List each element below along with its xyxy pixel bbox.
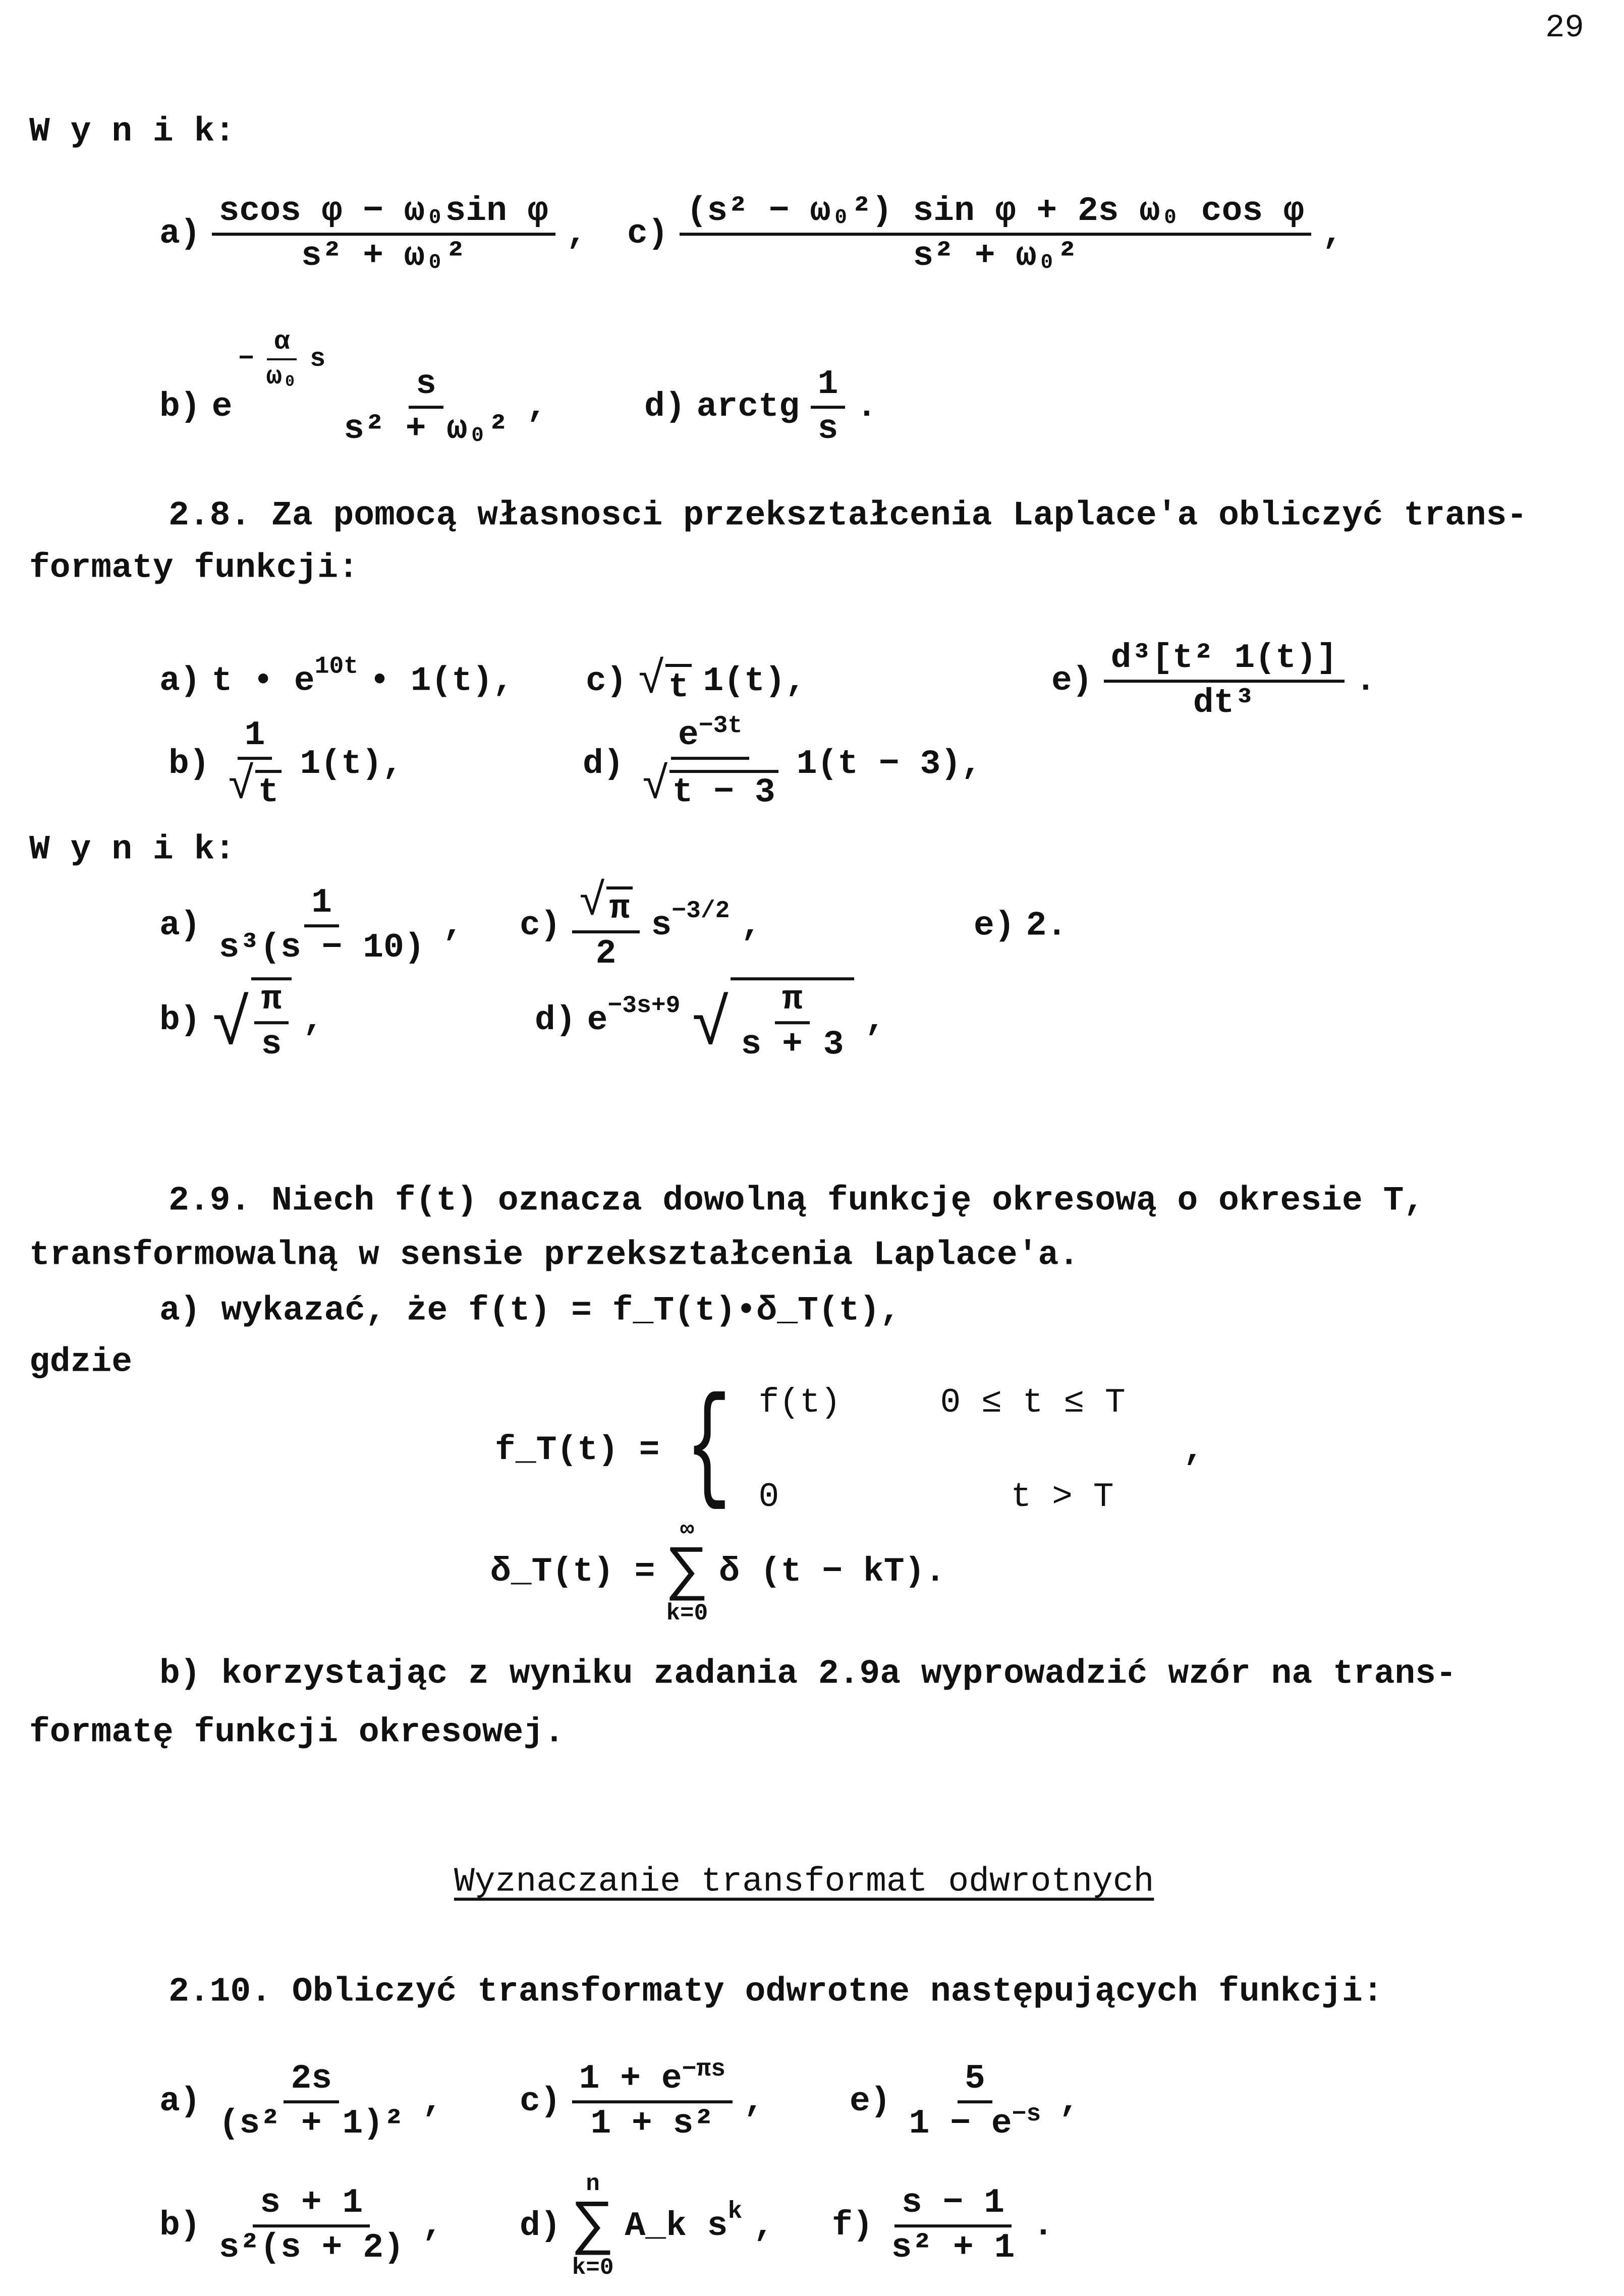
radicand: t − 3 [669, 770, 778, 812]
suffix: , [422, 2082, 443, 2121]
denominator: ω₀ [266, 362, 298, 391]
item-label: d) [535, 1001, 576, 1040]
result1-d [644, 366, 877, 449]
sqrt: √ t [638, 655, 692, 707]
suffix: , [753, 2206, 774, 2246]
fraction [811, 366, 846, 449]
denominator: 2 [595, 934, 617, 974]
denominator: 1 + s² [590, 2104, 714, 2143]
denominator: s³(s − 10) [218, 928, 425, 967]
suffix: , [566, 214, 587, 254]
expr: t • e [211, 661, 315, 701]
exponent: 10t [314, 653, 359, 681]
item-label: c) [520, 906, 561, 945]
result2-a [159, 884, 464, 967]
exp-sign: − [238, 344, 254, 374]
item-label: c) [627, 214, 668, 254]
radicand: t [665, 664, 692, 707]
suffix: , [1059, 2082, 1080, 2121]
delta-definition [490, 1518, 945, 1625]
fraction [212, 193, 555, 275]
item-label: e) [850, 2082, 891, 2121]
page-number: 29 [1545, 10, 1584, 46]
suffix: , [303, 1001, 324, 1040]
numerator: α [267, 327, 297, 360]
sqrt: √ $\frac{\pi}{s}$ [212, 977, 292, 1064]
problem-2-8-line2: formaty funkcji: [29, 548, 359, 588]
expr: 1(t), [703, 661, 806, 701]
item-label: d) [583, 745, 624, 784]
result2-b [159, 977, 323, 1064]
fraction [254, 981, 289, 1064]
denominator: dt³ [1193, 684, 1255, 722]
where-label: gdzie [29, 1342, 133, 1382]
radicand: π [606, 886, 633, 928]
denominator: s²(s + 2) [218, 2228, 404, 2267]
item-label: a) [159, 214, 201, 254]
exponent: −s [1012, 2101, 1041, 2128]
exp-fraction [259, 327, 305, 391]
result1-b [159, 326, 547, 449]
sum-symbol: n ∑ k=0 [572, 2171, 614, 2281]
problem-2-8-c [586, 655, 806, 707]
denominator: s [817, 410, 838, 449]
fraction [902, 2060, 1048, 2143]
sum-upper: ∞ [680, 1517, 694, 1543]
suffix: , [741, 906, 762, 945]
item-label: a) [159, 661, 201, 701]
fraction [221, 717, 289, 812]
problem-2-10-b [159, 2185, 443, 2267]
numerator: d³[t² 1(t)] [1104, 640, 1345, 683]
case-condition: t > T [1011, 1478, 1114, 1517]
problem-2-10-e [850, 2060, 1080, 2143]
sqrt: √ π [579, 878, 633, 928]
rhs: δ (t − kT). [719, 1552, 946, 1591]
denominator: s² + ω₀² [301, 237, 466, 275]
exponent: k [727, 2198, 743, 2225]
problem-2-9-b-line2: formatę funkcji okresowej. [29, 1713, 565, 1752]
denominator: s [261, 1025, 282, 1064]
numerator: 1 + e [579, 2059, 682, 2099]
denominator: s² + 1 [891, 2228, 1015, 2267]
item-label: c) [520, 2082, 561, 2121]
result1-c [627, 193, 1343, 275]
problem-2-8-d [583, 712, 982, 812]
item-label: d) [644, 387, 686, 427]
result2-c [520, 878, 761, 973]
case-condition: 0 ≤ t ≤ T [940, 1383, 1126, 1422]
fraction [680, 193, 1311, 275]
expr: • 1(t), [369, 661, 514, 701]
brace-icon: { [686, 1378, 732, 1521]
problem-2-8-b [169, 717, 403, 812]
numerator: 5 [958, 2060, 992, 2103]
fT-definition [495, 1378, 1204, 1521]
exponent [238, 327, 325, 391]
item-label: f) [832, 2206, 873, 2246]
case-value: f(t) [758, 1383, 841, 1422]
item-label: c) [586, 661, 627, 701]
fraction [572, 878, 640, 973]
numerator: s − 1 [894, 2185, 1012, 2227]
exponent: −3/2 [671, 898, 730, 925]
exponent: −πs [682, 2056, 726, 2084]
lhs: f_T(t) = [495, 1430, 660, 1470]
problem-2-9-line1: 2.9. Niech f(t) oznacza dowolną funkcję okresową o okresie T, [169, 1181, 1425, 1220]
sqrt: √ t [228, 762, 282, 812]
suffix: . [1033, 2206, 1054, 2246]
problem-2-10-d [520, 2172, 774, 2279]
problem-2-10-line1: 2.10. Obliczyć transformaty odwrotne następujących funkcji: [169, 1972, 1383, 2011]
result1-a [159, 193, 587, 275]
numerator: 1 [811, 366, 846, 409]
suffix: , [865, 1001, 886, 1040]
function-name: arctg [696, 387, 800, 427]
exp-base: e [211, 387, 233, 427]
exponent: −3s+9 [607, 992, 681, 1020]
suffix: . [856, 387, 877, 427]
numerator: π [254, 981, 289, 1024]
fraction [884, 2185, 1022, 2267]
numerator: 2s [284, 2060, 339, 2103]
numerator: s + 1 [253, 2185, 370, 2227]
item-label: a) [159, 906, 201, 945]
sum-upper: n [586, 2171, 600, 2197]
exp-base: e [587, 1001, 608, 1040]
problem-2-8-line1: 2.8. Za pomocą własnosci przekształcenia Laplace'a obliczyć trans- [169, 496, 1528, 535]
problem-2-9-b-line1: b) korzystając z wyniku zadania 2.9a wyprowadzić wzór na trans- [159, 1654, 1457, 1694]
problem-2-10-c [520, 2056, 764, 2143]
item-label: e) [1051, 661, 1093, 701]
denominator: s + 3 [741, 1025, 844, 1064]
item-label: b) [159, 1001, 201, 1040]
numerator: scos φ − ω₀sin φ [212, 193, 555, 236]
radicand: t [255, 770, 282, 812]
denominator: s² + ω₀² [913, 237, 1078, 275]
item-label: b) [169, 745, 210, 784]
numerator: π [775, 981, 810, 1024]
sqrt: √ t − 3 [642, 762, 778, 812]
problem-2-10-a [159, 2060, 443, 2143]
fraction [1104, 640, 1345, 722]
numerator: e [678, 716, 699, 755]
exponent: −3t [698, 712, 743, 740]
value: 2. [1026, 906, 1068, 945]
item-label: b) [159, 2206, 201, 2246]
suffix: . [1355, 661, 1376, 701]
numerator: 1 [304, 884, 339, 927]
term: A_k s [625, 2206, 728, 2246]
expr: 1(t), [300, 745, 403, 784]
item-label: e) [974, 906, 1015, 945]
sqrt: √ $\frac{\pi}{s + 3}$ [691, 977, 854, 1064]
numerator: s [409, 366, 443, 409]
numerator: (s² − ω₀²) sin φ + 2s ω₀ cos φ [680, 193, 1311, 236]
item-label: a) [159, 2082, 201, 2121]
problem-2-8-e [1051, 640, 1376, 722]
fraction [337, 366, 515, 449]
sum-symbol: ∞ ∑ k=0 [666, 1517, 708, 1627]
cases [670, 1378, 1172, 1521]
problem-2-8-a [159, 653, 514, 701]
denominator: 1 − e [909, 2104, 1012, 2143]
lhs: δ_T(t) = [490, 1552, 655, 1591]
problem-2-9-a: a) wykazać, że f(t) = f_T(t)•δ_T(t), [159, 1291, 901, 1330]
variable: s [651, 906, 672, 945]
item-label: b) [159, 387, 201, 427]
suffix: , [1183, 1430, 1204, 1470]
expr: 1(t − 3), [796, 745, 982, 784]
suffix: , [422, 2206, 443, 2246]
result-heading: W y n i k: [29, 112, 236, 151]
problem-2-10-f [832, 2185, 1053, 2267]
result2-d [535, 977, 885, 1064]
denominator: s² + ω₀² [344, 410, 509, 449]
fraction [635, 712, 786, 812]
sum-lower: k=0 [572, 2255, 614, 2281]
problem-2-9-line2: transformowalną w sensie przekształcenia Laplace'a. [29, 1236, 1080, 1275]
fraction [212, 884, 432, 967]
suffix: , [744, 2082, 764, 2121]
fraction [212, 2185, 411, 2267]
suffix: , [526, 387, 547, 427]
item-label: d) [520, 2206, 561, 2246]
suffix: , [442, 906, 464, 945]
section-heading: Wyznaczanie transformat odwrotnych [454, 1862, 1154, 1901]
numerator: 1 [238, 717, 272, 760]
fraction [734, 981, 851, 1064]
denominator: (s² + 1)² [218, 2104, 404, 2143]
sum-lower: k=0 [666, 1600, 708, 1627]
fraction [212, 2060, 411, 2143]
result2-e [974, 907, 1067, 945]
result-heading: W y n i k: [29, 830, 236, 869]
exp-var: s [310, 344, 326, 374]
fraction [572, 2056, 733, 2143]
suffix: , [1322, 214, 1343, 254]
case-value: 0 [758, 1478, 779, 1517]
